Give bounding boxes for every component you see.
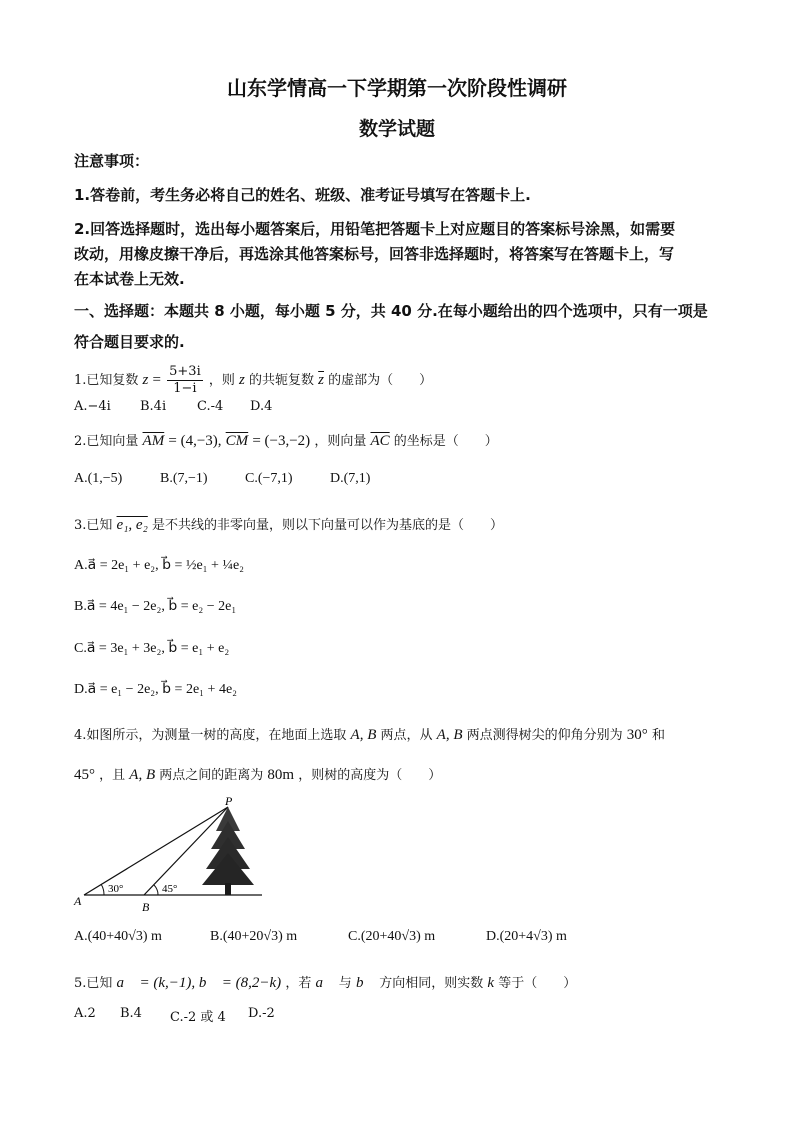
tree-measurement-figure bbox=[70, 795, 270, 915]
section-1-heading: 一、选择题：本题共 8 小题，每小题 5 分，共 40 分.在每小题给出的四个选项中，只有一项是 bbox=[74, 302, 708, 320]
q2-option-b[interactable]: B.(7,−1) bbox=[160, 471, 208, 486]
notes-item-2-line-3: 在本试卷上无效. bbox=[74, 270, 185, 288]
q5-option-b[interactable]: B.4 bbox=[120, 1006, 142, 1021]
q3-option-c[interactable]: C.a⃗ = 3e₁ + 3e₂, b⃗ = e₁ + e₂ bbox=[74, 641, 230, 656]
q1-option-b[interactable]: B.4i bbox=[140, 399, 167, 414]
label-30deg: 30° bbox=[108, 883, 124, 895]
q3-option-d[interactable]: D.a⃗ = e₁ − 2e₂, b⃗ = 2e₁ + 4e₂ bbox=[74, 682, 238, 697]
label-45deg: 45° bbox=[162, 883, 178, 895]
question-4-stem-line-1: 4.如图所示，为测量一树的高度，在地面上选取 A, B 两点，从 A, B 两点测得树尖的仰角分别为 30° 和 bbox=[74, 727, 665, 743]
notes-item-1: 1.答卷前，考生务必将自己的姓名、班级、准考证号填写在答题卡上. bbox=[74, 186, 531, 204]
fraction: $\frac{5+3i}{1-i}$ bbox=[169, 364, 201, 396]
q1-option-c[interactable]: C.-4 bbox=[197, 399, 224, 414]
notes-item-2-line-2: 改动，用橡皮擦干净后，再选涂其他答案标号，回答非选择题时，将答案写在答题卡上，写 bbox=[74, 245, 675, 263]
q1-option-d[interactable]: D.4 bbox=[250, 399, 273, 414]
q3-option-a[interactable]: A.a⃗ = 2e₁ + e₂, b⃗ = ½e₁ + ¼e₂ bbox=[74, 558, 245, 573]
label-b: B bbox=[142, 900, 150, 914]
notes-item-2-line-1: 2.回答选择题时，选出每小题答案后，用铅笔把答题卡上对应题目的答案标号涂黑，如需要 bbox=[74, 220, 676, 238]
question-3-stem: 3.已知 e₁, e₂ 是不共线的非零向量，则以下向量可以作为基底的是（ ） bbox=[74, 517, 503, 533]
question-1-stem: 1.已知复数 z = $\frac{5+3i}{1-i}$ ，则 z 的共轭复数 $\overline{z}$ 的虚部为（ ） bbox=[74, 364, 433, 396]
exam-subtitle: 数学试题 bbox=[358, 118, 435, 140]
notes-heading: 注意事项： bbox=[74, 152, 150, 170]
q5-option-a[interactable]: A.2 bbox=[74, 1006, 96, 1021]
question-4-stem-line-2: 45° ，且 A, B 两点之间的距离为 80m ，则树的高度为（ ） bbox=[74, 767, 442, 783]
section-1-heading-cont: 符合题目要求的. bbox=[74, 333, 185, 351]
q2-option-a[interactable]: A.(1,−5) bbox=[74, 471, 123, 486]
question-2-stem: 2.已知向量 $\overline{AM} = (4,-3)$, $\overline{CM} = (-3,-2)$ ，则向量 $\overline{AC}$ 的坐标是（ ） bbox=[74, 433, 498, 449]
q5-option-c[interactable]: C.-2 或 4 bbox=[170, 1010, 226, 1025]
q4-option-a[interactable]: A.(40+40√3) m bbox=[74, 929, 162, 944]
q2-option-d[interactable]: D.(7,1) bbox=[330, 471, 371, 486]
q4-option-c[interactable]: C.(20+40√3) m bbox=[348, 929, 436, 944]
q5-option-d[interactable]: D.-2 bbox=[248, 1006, 275, 1021]
label-p: P bbox=[225, 795, 233, 808]
question-5-stem: 5.已知 a⃗ = (k,−1), b⃗ = (8,2−k) ，若 a⃗ 与 b⃗ 方向相同，则实数 k 等于（ ） bbox=[74, 975, 577, 991]
q4-option-b[interactable]: B.(40+20√3) m bbox=[210, 929, 298, 944]
q3-option-b[interactable]: B.a⃗ = 4e₁ − 2e₂, b⃗ = e₂ − 2e₁ bbox=[74, 599, 237, 614]
q2-option-c[interactable]: C.(−7,1) bbox=[245, 471, 293, 486]
q1-option-a[interactable]: A.−4i bbox=[74, 399, 111, 414]
label-a: A bbox=[74, 894, 82, 908]
q4-option-d[interactable]: D.(20+4√3) m bbox=[486, 929, 567, 944]
exam-title: 山东学情高一下学期第一次阶段性调研 bbox=[227, 76, 567, 100]
